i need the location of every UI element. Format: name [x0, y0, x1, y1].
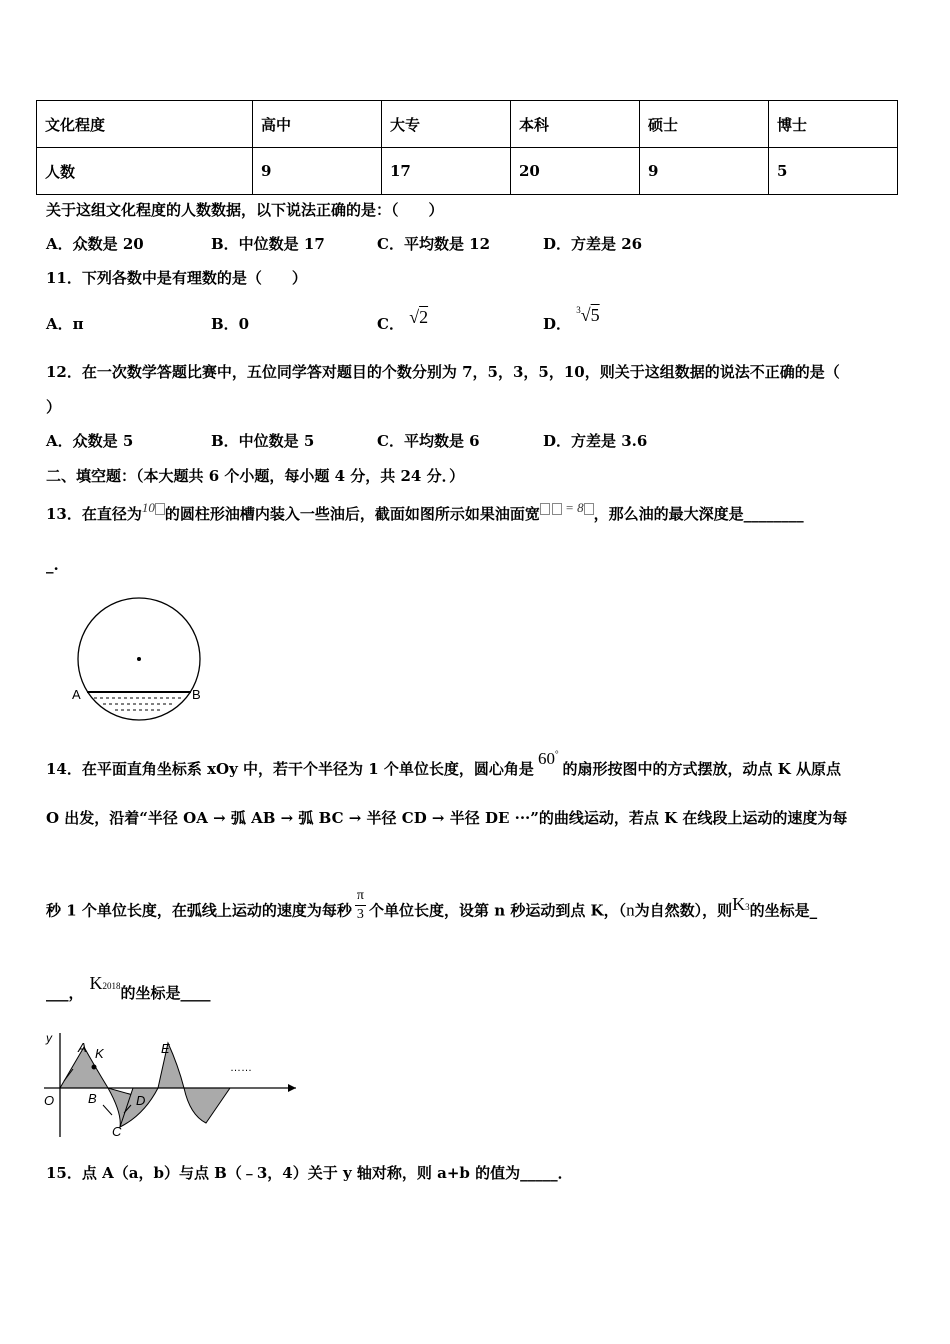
degree-mark: °: [554, 749, 559, 759]
q14-line1-b: 的扇形按图中的方式摆放，动点 K 从原点: [562, 760, 842, 778]
k3-subscript: 3: [745, 901, 750, 912]
q13-ab-expr: [540, 500, 594, 515]
q13-line2: _.: [46, 556, 59, 574]
q11-option-c-label: C．: [377, 315, 404, 333]
q11-option-c: [377, 307, 429, 334]
table-cell: 本科: [511, 101, 640, 148]
table-header-row: [37, 101, 898, 148]
point-b-label: B: [88, 1091, 97, 1106]
table-cell: 20: [511, 148, 640, 195]
point-e-label: E: [161, 1041, 170, 1056]
q14-line3-a: 秒 1 个单位长度，在弧线上运动的速度为每秒: [46, 901, 352, 920]
q10-option-b: B．中位数是 17: [211, 235, 325, 253]
q12-option-d: D．方差是 3.6: [543, 432, 648, 450]
point-k-label: K: [95, 1046, 104, 1061]
q13-part2: 的圆柱形油槽内装入一些油后，截面如图所示如果油面宽: [164, 505, 540, 523]
q14-line3-b: 个单位长度，设第 n 秒运动到点 K，（: [368, 901, 627, 920]
q12-stem-line2: ）: [46, 398, 62, 416]
x-axis-arrow-icon: [288, 1084, 296, 1092]
ellipsis-label: ……: [230, 1062, 252, 1074]
point-k-dot: [92, 1065, 97, 1070]
k2018-subscript: 2018: [102, 981, 121, 991]
axis-y-label: y: [46, 1031, 52, 1045]
table-row: [37, 148, 898, 195]
origin-label: O: [44, 1093, 55, 1108]
motion-arrow-icon: [103, 1105, 112, 1115]
fraction-denominator: 3: [356, 907, 364, 922]
q13-part1: 13．在直径为: [46, 505, 142, 523]
q14-angle-value: 60: [537, 749, 555, 768]
oil-tank-figure: [70, 594, 210, 728]
point-d-label: D: [136, 1093, 146, 1108]
missing-glyph-icon: [552, 503, 562, 515]
cube-root-symbol: $^3$√5: [576, 305, 600, 325]
q14-line3-d: 的坐标是_: [749, 901, 818, 920]
q13-ab-value: = 8: [565, 500, 584, 515]
q10-option-d: D．方差是 26: [543, 235, 643, 253]
q13-part3: ，那么油的最大深度是________: [593, 505, 804, 523]
q14-line1: [46, 749, 842, 779]
point-a-label: A: [72, 687, 81, 702]
sqrt-2-value: 2: [419, 307, 429, 327]
table-cell: 大专: [382, 101, 511, 148]
sqrt-symbol: √2: [409, 307, 429, 327]
q11-option-d: [543, 305, 600, 334]
q13-diameter-value: 10: [141, 500, 155, 515]
table-cell: 硕士: [640, 101, 769, 148]
q12-stem-line1: 12．在一次数学答题比赛中，五位同学答对题目的个数分别为 7，5，3，5，10，则关于这组数据的说法不正确的是（: [46, 363, 840, 381]
table-cell: 5: [769, 148, 898, 195]
k2018-symbol: [90, 973, 121, 993]
q13-diameter: [142, 500, 165, 515]
point-b-label: B: [192, 687, 201, 702]
education-table: [36, 100, 898, 195]
q14-line3: [46, 888, 818, 930]
cube-root-5-value: 5: [590, 305, 600, 325]
k2018-letter: K: [89, 973, 103, 993]
k3-letter: K: [732, 893, 746, 914]
q14-line3-c: 为自然数），则: [634, 901, 733, 920]
missing-glyph-icon: [584, 503, 594, 515]
q14-line4: [46, 973, 211, 1003]
q11-option-b: B．0: [211, 315, 250, 333]
table-cell: 9: [253, 148, 382, 195]
missing-glyph-icon: [155, 503, 165, 515]
q13-line1: [46, 500, 804, 524]
pi-over-3-fraction: [355, 887, 366, 924]
q10-option-a: A．众数是 20: [46, 235, 144, 253]
n-variable: n: [626, 900, 635, 920]
center-point: [137, 657, 141, 661]
fraction-numerator: π: [355, 887, 366, 906]
q14-line4-a: ___，: [46, 984, 84, 1002]
q14-line4-b: 的坐标是____: [120, 984, 211, 1002]
q10-stem: 关于这组文化程度的人数数据，以下说法正确的是：（ ）: [46, 201, 444, 219]
q15-stem: 15．点 A（a，b）与点 B（﹣3，4）关于 y 轴对称，则 a+b 的值为_____．: [46, 1164, 573, 1182]
q11-option-d-label: D．: [543, 315, 572, 333]
q12-option-b: B．中位数是 5: [211, 432, 315, 450]
point-a-label: A: [78, 1040, 87, 1055]
table-cell: 人数: [37, 148, 253, 195]
q14-line2: O 出发，沿着“半径 OA → 弧 AB → 弧 BC → 半径 CD → 半径 DE ···”的曲线运动，若点 K 在线段上运动的速度为每: [46, 809, 848, 827]
sector-5: [184, 1088, 230, 1123]
q11-option-a: A．π: [46, 315, 84, 333]
table-cell: 高中: [253, 101, 382, 148]
table-cell: 17: [382, 148, 511, 195]
point-c-label: C: [112, 1124, 122, 1139]
k3-symbol: [732, 894, 750, 914]
q11-stem: 11．下列各数中是有理数的是（ ）: [46, 269, 307, 287]
q12-option-c: C．平均数是 6: [377, 432, 480, 450]
q14-angle: [538, 749, 559, 768]
q14-line1-a: 14．在平面直角坐标系 xOy 中，若干个半径为 1 个单位长度，圆心角是: [46, 760, 534, 778]
section-2-heading: 二、填空题：（本大题共 6 个小题，每小题 4 分，共 24 分．）: [46, 467, 465, 485]
table-cell: 9: [640, 148, 769, 195]
q10-option-c: C．平均数是 12: [377, 235, 491, 253]
table-cell: 博士: [769, 101, 898, 148]
missing-glyph-icon: [540, 503, 550, 515]
q12-option-a: A．众数是 5: [46, 432, 134, 450]
cube-root-index: 3: [576, 305, 581, 315]
sector-path-figure: [40, 1025, 302, 1143]
table-cell: 文化程度: [37, 101, 253, 148]
